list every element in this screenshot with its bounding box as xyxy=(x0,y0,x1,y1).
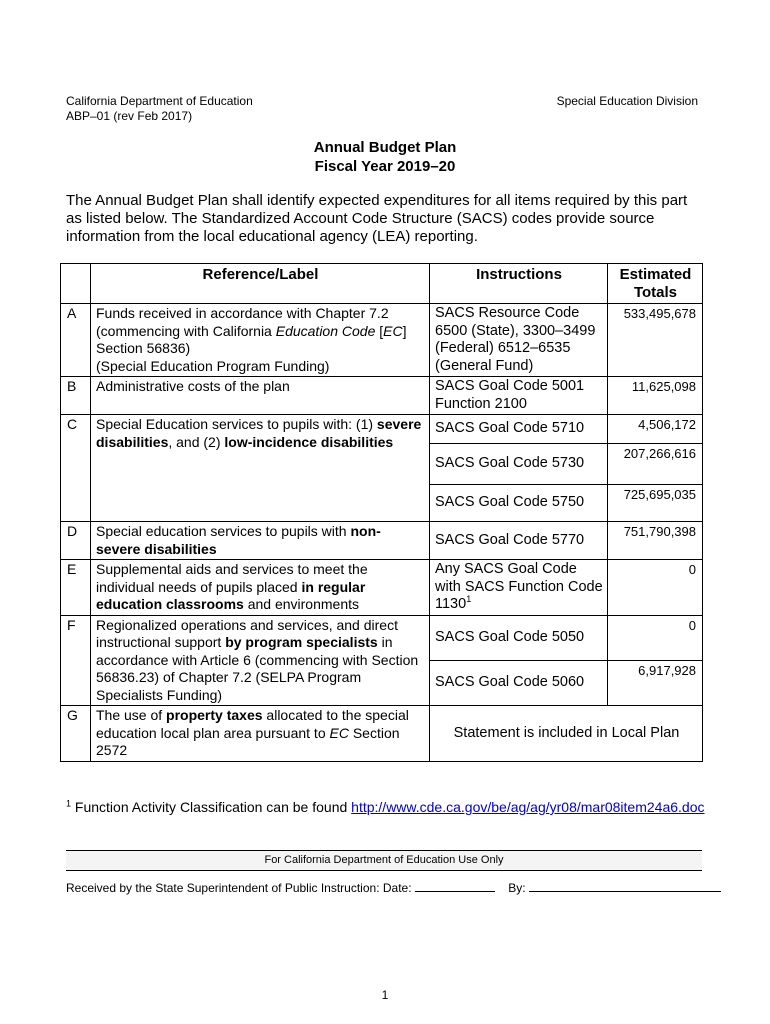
row-total: 533,495,678 xyxy=(608,304,703,377)
cde-use-only-banner: For California Department of Education Use Only xyxy=(66,850,702,871)
budget-table xyxy=(60,263,703,762)
row-letter: D xyxy=(61,522,91,560)
footnote-text: Function Activity Classification can be found xyxy=(71,799,352,815)
row-letter: C xyxy=(61,415,91,522)
table-row-e xyxy=(61,560,703,616)
row-total: 4,506,172 xyxy=(608,415,703,444)
instructions-header: Instructions xyxy=(430,264,608,304)
row-instruction: SACS Goal Code 5050 xyxy=(430,615,608,660)
page-title xyxy=(0,138,770,176)
row-total: 6,917,928 xyxy=(608,660,703,706)
row-instruction: SACS Goal Code 5001 Function 2100 xyxy=(430,377,608,415)
row-letter: E xyxy=(61,560,91,616)
footnote-marker: 1 xyxy=(66,798,72,809)
footnote xyxy=(66,799,705,815)
date-blank[interactable] xyxy=(415,881,495,892)
row-instruction: SACS Goal Code 5770 xyxy=(430,522,608,560)
table-row-f xyxy=(61,615,703,660)
row-letter: F xyxy=(61,615,91,706)
row-total: 725,695,035 xyxy=(608,485,703,522)
row-label: The use of property taxes allocated to the special education local plan area pursuant to EC Section 2572 xyxy=(91,706,430,762)
table-row-c xyxy=(61,415,703,444)
row-total: 0 xyxy=(608,560,703,616)
row-letter: A xyxy=(61,304,91,377)
by-label: By: xyxy=(508,881,526,895)
row-total: 0 xyxy=(608,615,703,660)
row-letter: B xyxy=(61,377,91,415)
reference-label-header: Reference/Label xyxy=(91,264,430,304)
row-total: 207,266,616 xyxy=(608,444,703,485)
row-letter: G xyxy=(61,706,91,762)
received-label: Received by the State Superintendent of Public Instruction: Date: xyxy=(66,881,412,895)
row-instruction: SACS Goal Code 5730 xyxy=(430,444,608,485)
row-label: Special Education services to pupils with: (1) severe disabilities, and (2) low-incidence disabilities xyxy=(91,415,430,522)
org-name: California Department of Education xyxy=(66,94,253,108)
form-id: ABP–01 (rev Feb 2017) xyxy=(66,109,193,123)
table-row-a xyxy=(61,304,703,377)
table-header-row xyxy=(61,264,703,304)
row-label: Funds received in accordance with Chapter 7.2 (commencing with California Education Code [EC] Section 56836) (Special Education Program Funding) xyxy=(91,304,430,377)
footnote-link[interactable]: http://www.cde.ca.gov/be/ag/ag/yr08/mar08item24a6.doc xyxy=(351,799,705,815)
title-line-1: Annual Budget Plan xyxy=(313,139,457,156)
signature-blank[interactable] xyxy=(529,881,721,892)
table-row-b xyxy=(61,377,703,415)
row-total: 751,790,398 xyxy=(608,522,703,560)
title-line-2: Fiscal Year 2019–20 xyxy=(314,158,456,175)
row-label: Administrative costs of the plan xyxy=(91,377,430,415)
page-number: 1 xyxy=(381,988,389,1002)
row-instruction: SACS Goal Code 5060 xyxy=(430,660,608,706)
intro-paragraph: The Annual Budget Plan shall identify expected expenditures for all items required by this part as listed below. The Standardized Account Code Structure (SACS) codes provide source information from the local educational agency (LEA) reporting. xyxy=(66,192,688,245)
received-line xyxy=(66,881,721,895)
division-name: Special Education Division xyxy=(556,94,698,108)
row-label: Special education services to pupils with non-severe disabilities xyxy=(91,522,430,560)
header-left xyxy=(66,94,253,124)
row-instruction: SACS Resource Code 6500 (State), 3300–3499 (Federal) 6512–6535 (General Fund) xyxy=(430,304,608,377)
estimated-totals-header: Estimated Totals xyxy=(608,264,703,304)
table-row-d xyxy=(61,522,703,560)
row-label: Regionalized operations and services, and direct instructional support by program specialists in accordance with Article 6 (commencing with Section 56836.23) of Chapter 7.2 (SELPA Program Specialists Funding) xyxy=(91,615,430,706)
row-label: Supplemental aids and services to meet the individual needs of pupils placed in regular education classrooms and environments xyxy=(91,560,430,616)
row-instruction: SACS Goal Code 5710 xyxy=(430,415,608,444)
row-instruction: Any SACS Goal Code with SACS Function Code 1130$^1$ xyxy=(430,560,608,616)
footnote-ref: 1 xyxy=(466,594,472,605)
table-row-g xyxy=(61,706,703,762)
row-instruction: SACS Goal Code 5750 xyxy=(430,485,608,522)
row-total: 11,625,098 xyxy=(608,377,703,415)
row-instruction: Statement is included in Local Plan xyxy=(430,706,703,762)
letter-header xyxy=(61,264,91,304)
